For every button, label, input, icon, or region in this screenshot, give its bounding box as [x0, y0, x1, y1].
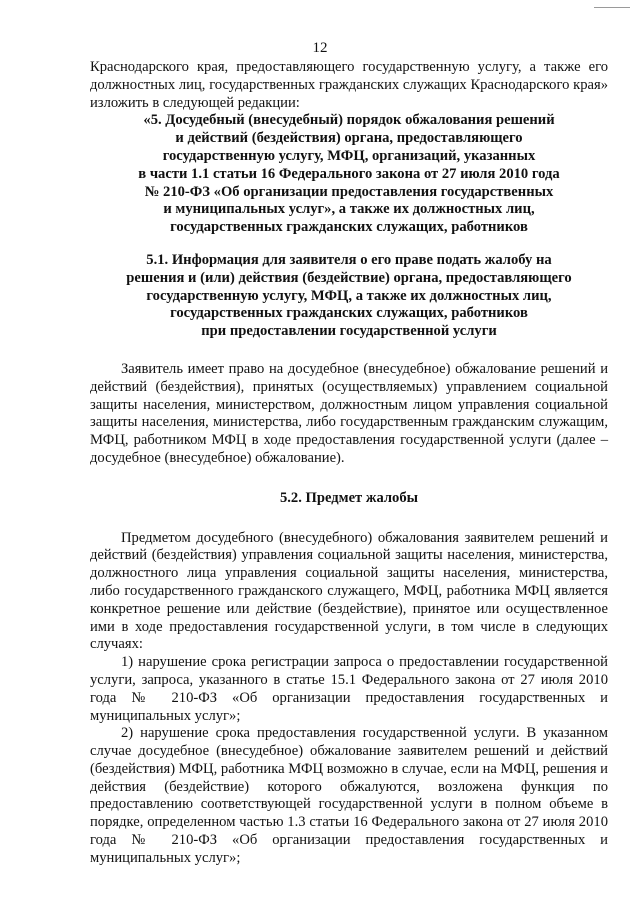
heading-line: государственную услугу, МФЦ, а также их должностных лиц,: [146, 287, 552, 304]
document-body: [90, 59, 608, 868]
heading-line: «5. Досудебный (внесудебный) порядок обжалования решений: [143, 112, 555, 129]
section-5-1-text: Заявитель имеет право на досудебное (внесудебное) обжалование решений и действий (бездействия), принятых (осуществляемых) управлением социальной защиты населения, министерством, должностным лицом управления социальной защиты населения, министерства, либо государственным гражданским служащим, МФЦ, работником МФЦ в ходе предоставления государственной услуги (далее – досудебное (внесудебное) обжалование).: [90, 360, 608, 466]
intro-paragraph: Краснодарского края, предоставляющего государственную услугу, а также его должностных лиц, государственных гражданских служащих Краснодарского края» изложить в следующей редакции:: [90, 59, 608, 111]
section-5-2-heading: 5.2. Предмет жалобы: [279, 489, 419, 506]
heading-line: решения и (или) действия (бездействие) органа, предоставляющего: [126, 269, 572, 286]
heading-line: при предоставлении государственной услуги: [201, 323, 497, 340]
heading-line: и муниципальных услуг», а также их должностных лиц,: [163, 201, 535, 218]
list-item-1: 1) нарушение срока регистрации запроса о предоставлении государственной услуги, запроса, указанного в статье 15.1 Федерального закона от 27 июля 2010 года № 210-ФЗ «Об организации предоставления государственных и муниципальных услуг»;: [90, 654, 608, 724]
page-corner-mark: [594, 7, 630, 8]
heading-line: государственных гражданских служащих, работников: [170, 305, 528, 322]
section-5-heading: [90, 112, 608, 237]
heading-line: государственную услугу, МФЦ, организаций, указанных: [162, 147, 536, 164]
heading-line: и действий (бездействия) органа, предоставляющего: [175, 130, 523, 147]
heading-line: государственных гражданских служащих, работников: [170, 219, 528, 236]
heading-line: в части 1.1 статьи 16 Федерального закона от 27 июля 2010 года: [138, 165, 560, 182]
heading-line: № 210-ФЗ «Об организации предоставления государственных: [144, 183, 554, 200]
section-5-1-heading: [90, 252, 608, 341]
section-5-2-text: Предметом досудебного (внесудебного) обжалования заявителем решений и действий (бездействия) управления социальной защиты населения, министерства, должностного лица управления социальной защиты населения, министерства, либо государственного гражданского служащего, МФЦ, работника МФЦ является конкретное решение или действие (бездействие), принятое или осуществленное ими в ходе предоставления государственной услуги, в том числе в следующих случаях:: [90, 529, 608, 653]
list-item-2: 2) нарушение срока предоставления государственной услуги. В указанном случае досудебное (внесудебное) обжалование заявителем решений и действий (бездействия) МФЦ, работника МФЦ возможно в случае, если на МФЦ, решения и действия (бездействие) которого обжалуются, возложена функция по предоставлению соответствующей государственной услуги в полном объеме в порядке, определенном частью 1.3 статьи 16 Федерального закона от 27 июля 2010 года № 210-ФЗ «Об организации предоставления государственных и муниципальных услуг»;: [90, 725, 608, 866]
page-number: 12: [312, 40, 328, 56]
heading-line: 5.1. Информация для заявителя о его праве подать жалобу на: [146, 251, 552, 268]
